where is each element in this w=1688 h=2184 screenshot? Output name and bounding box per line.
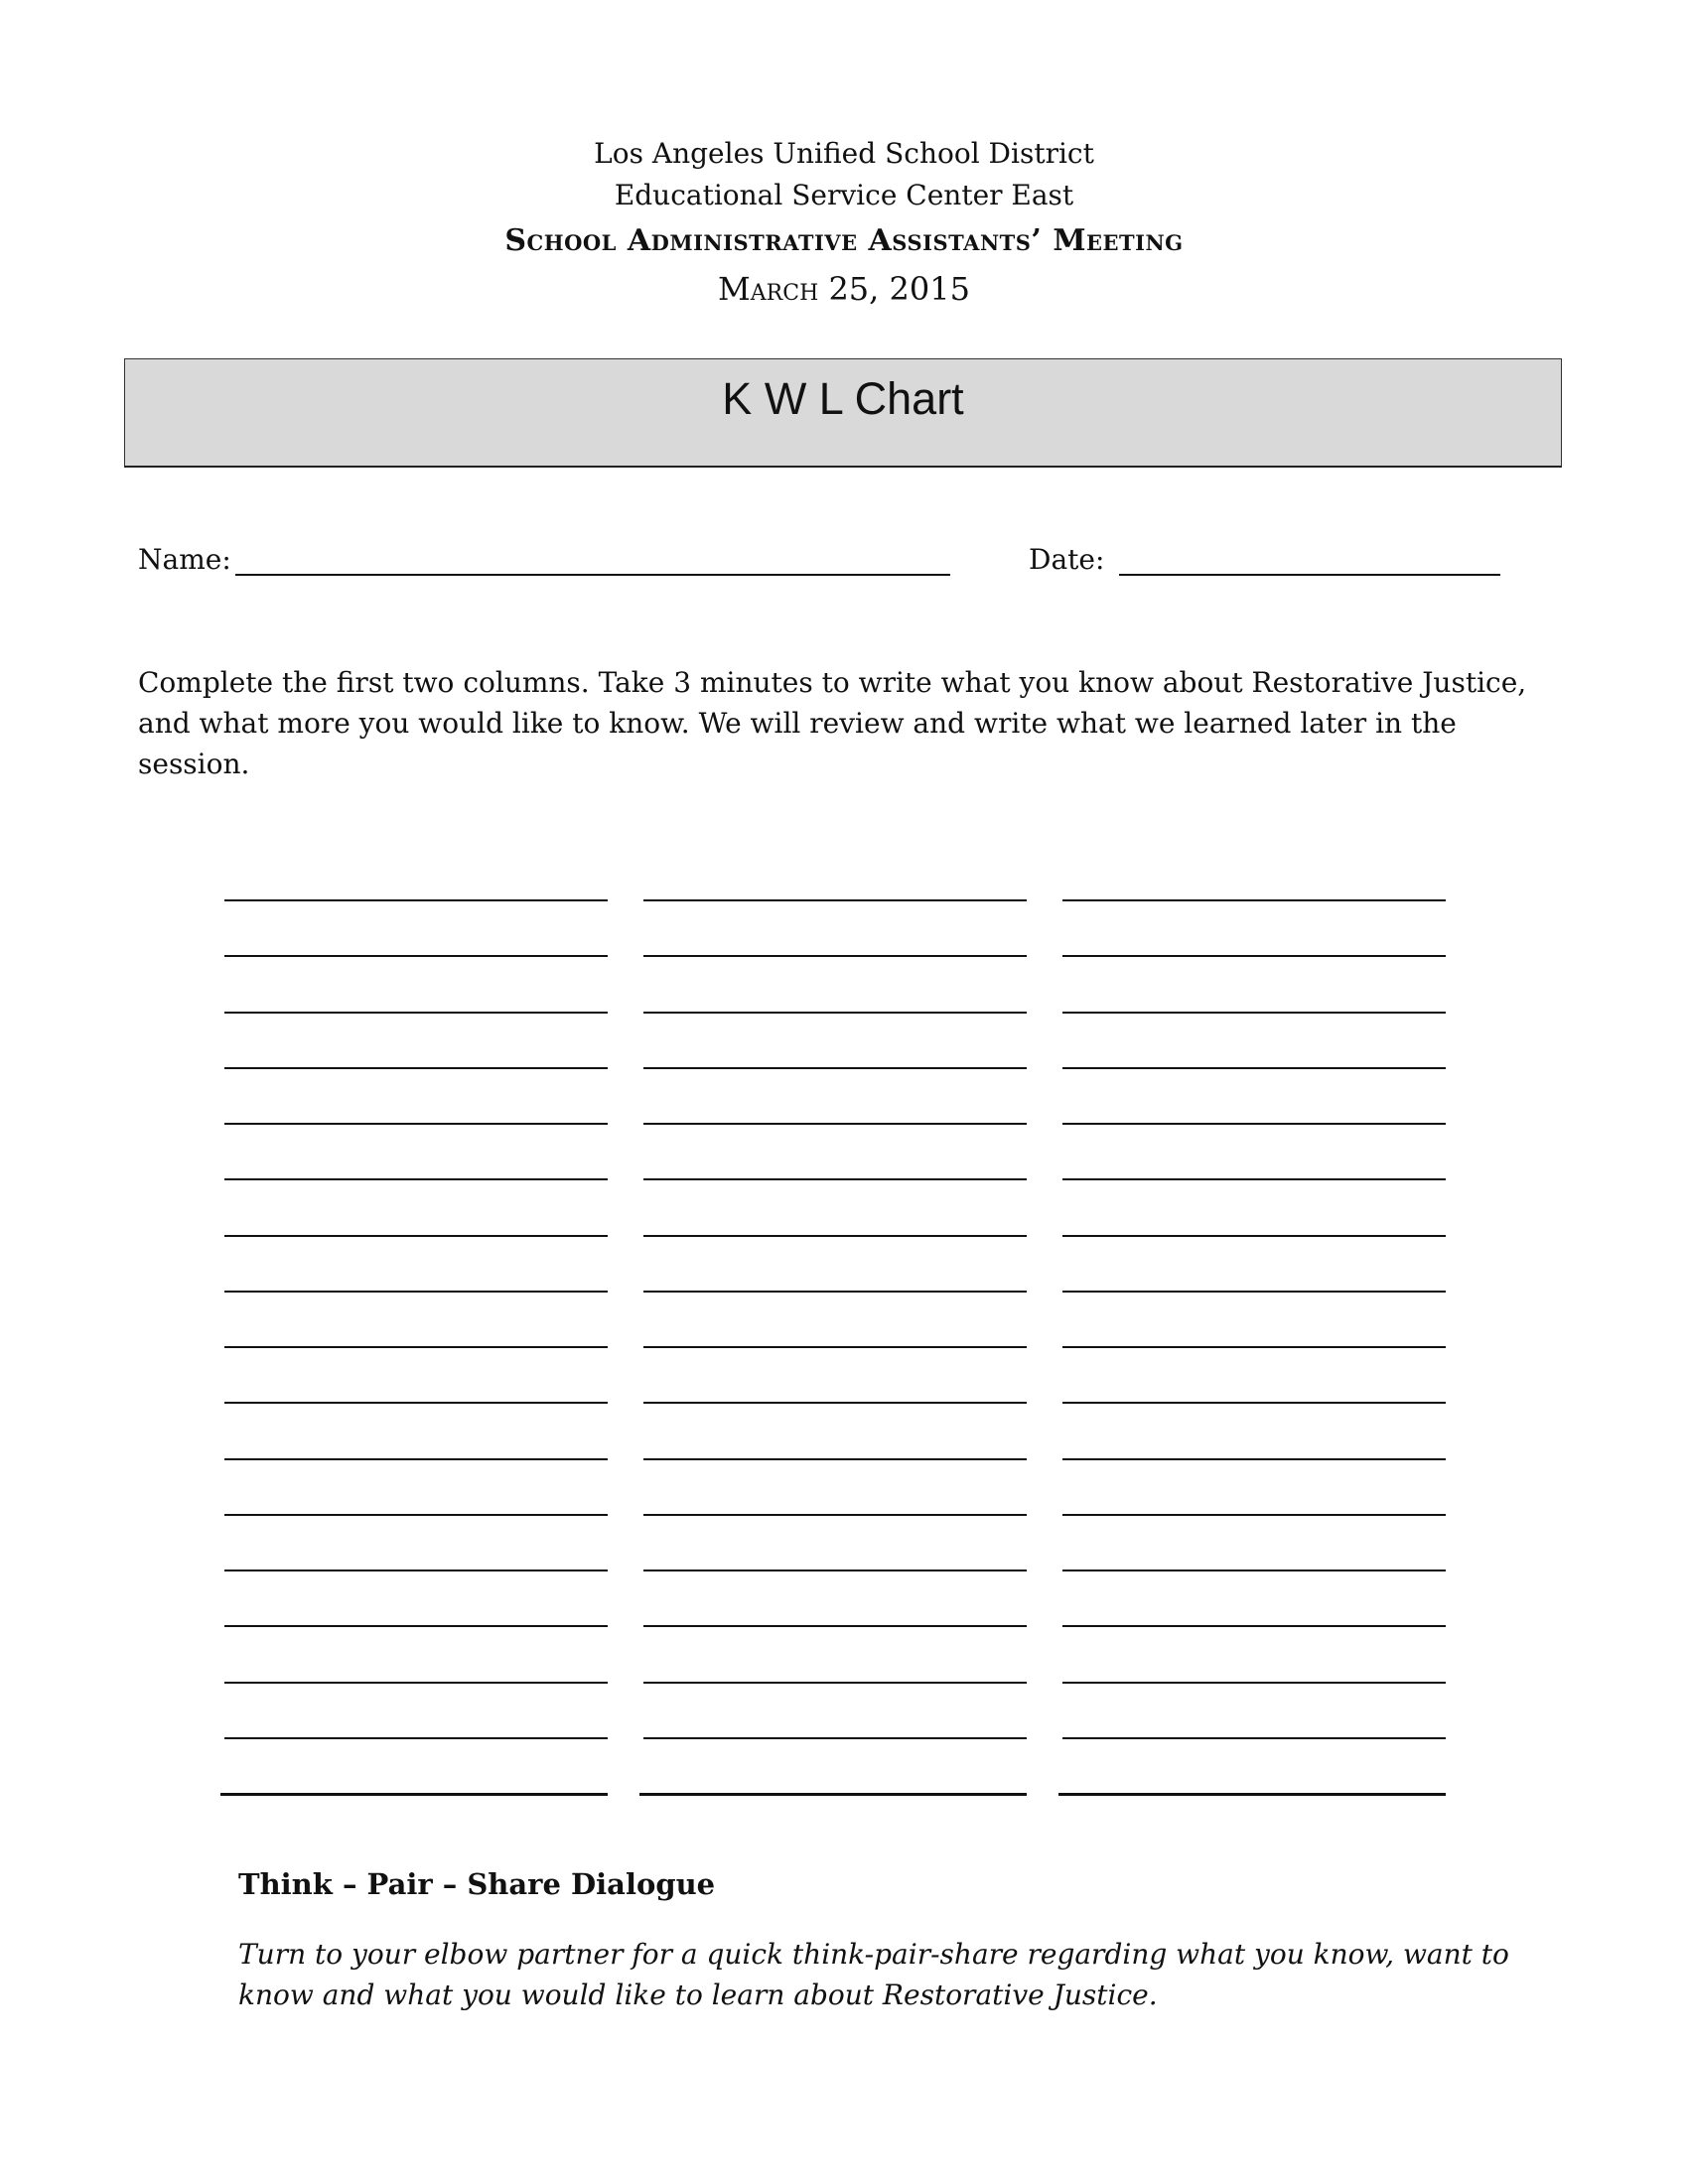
kwl-column-3-line[interactable] — [1062, 1514, 1446, 1516]
meeting-title: School Administrative Assistants’ Meeting — [504, 223, 1184, 258]
kwl-column-3-line[interactable] — [1062, 899, 1446, 901]
kwl-column-2-line[interactable] — [643, 1178, 1027, 1180]
kwl-column-1-line[interactable] — [224, 1682, 608, 1684]
name-label: Name: — [138, 543, 231, 576]
kwl-column-1-line[interactable] — [224, 955, 608, 957]
kwl-column-2-line[interactable] — [643, 1012, 1027, 1014]
kwl-column-1-line[interactable] — [224, 1067, 608, 1069]
kwl-column-2-line[interactable] — [643, 1737, 1027, 1739]
kwl-column-1-line[interactable] — [224, 1346, 608, 1348]
kwl-column-1-line[interactable] — [224, 1178, 608, 1180]
chart-title: K W L Chart — [722, 373, 964, 424]
kwl-column-2-line[interactable] — [643, 1346, 1027, 1348]
kwl-column-3-line[interactable] — [1062, 1123, 1446, 1125]
kwl-column-3-line[interactable] — [1062, 955, 1446, 957]
date-field-line[interactable] — [1119, 574, 1500, 576]
kwl-column-2-line[interactable] — [643, 1682, 1027, 1684]
kwl-column-3-line[interactable] — [1062, 1570, 1446, 1571]
service-center-name: Educational Service Center East — [614, 179, 1074, 211]
think-pair-share-instructions: Turn to your elbow partner for a quick think-pair-share regarding what you know, want to know and what you would like to learn about Restorative Justice. — [238, 1938, 1509, 2011]
kwl-column-3-line[interactable] — [1062, 1625, 1446, 1627]
kwl-column-3-line[interactable] — [1062, 1235, 1446, 1237]
kwl-column-2-line[interactable] — [643, 1514, 1027, 1516]
kwl-column-3-line[interactable] — [1062, 1737, 1446, 1739]
kwl-column-1-line[interactable] — [224, 1514, 608, 1516]
kwl-column-1-line[interactable] — [224, 1570, 608, 1571]
kwl-column-2-line[interactable] — [643, 1291, 1027, 1293]
kwl-column-1-line[interactable] — [224, 1291, 608, 1293]
kwl-column-1-line[interactable] — [224, 1737, 608, 1739]
kwl-column-3-line[interactable] — [1062, 1291, 1446, 1293]
kwl-column-3-line[interactable] — [1062, 1067, 1446, 1069]
kwl-column-1-line[interactable] — [224, 1235, 608, 1237]
kwl-column-2-line[interactable] — [643, 1625, 1027, 1627]
kwl-column-3-line[interactable] — [1058, 1793, 1446, 1796]
kwl-column-1-line[interactable] — [224, 1402, 608, 1404]
kwl-column-2-line[interactable] — [639, 1793, 1027, 1796]
chart-title-box — [124, 358, 1562, 468]
kwl-column-1-line[interactable] — [224, 899, 608, 901]
kwl-column-2-line[interactable] — [643, 1402, 1027, 1404]
kwl-column-3-line[interactable] — [1062, 1346, 1446, 1348]
instructions-text: Complete the first two columns. Take 3 minutes to write what you know about Restorative Justice, and what more you would like to know. We will review and write what we learned later in the session. — [138, 666, 1527, 780]
kwl-column-2-line[interactable] — [643, 1123, 1027, 1125]
kwl-column-2-line[interactable] — [643, 1235, 1027, 1237]
kwl-column-1-line[interactable] — [224, 1123, 608, 1125]
kwl-column-3-line[interactable] — [1062, 1458, 1446, 1460]
kwl-column-3-line[interactable] — [1062, 1682, 1446, 1684]
meeting-date: March 25, 2015 — [718, 270, 970, 308]
kwl-column-3-line[interactable] — [1062, 1012, 1446, 1014]
kwl-column-1-line[interactable] — [224, 1625, 608, 1627]
kwl-column-3-line[interactable] — [1062, 1402, 1446, 1404]
think-pair-share-heading: Think – Pair – Share Dialogue — [238, 1867, 716, 1901]
kwl-column-2-line[interactable] — [643, 1067, 1027, 1069]
date-label: Date: — [1029, 543, 1105, 576]
kwl-column-1-line[interactable] — [224, 1012, 608, 1014]
kwl-column-2-line[interactable] — [643, 1570, 1027, 1571]
kwl-column-2-line[interactable] — [643, 899, 1027, 901]
name-field-line[interactable] — [235, 574, 950, 576]
district-name: Los Angeles Unified School District — [594, 137, 1094, 170]
kwl-column-1-line[interactable] — [220, 1793, 608, 1796]
kwl-column-1-line[interactable] — [224, 1458, 608, 1460]
kwl-column-2-line[interactable] — [643, 1458, 1027, 1460]
kwl-column-2-line[interactable] — [643, 955, 1027, 957]
kwl-column-3-line[interactable] — [1062, 1178, 1446, 1180]
